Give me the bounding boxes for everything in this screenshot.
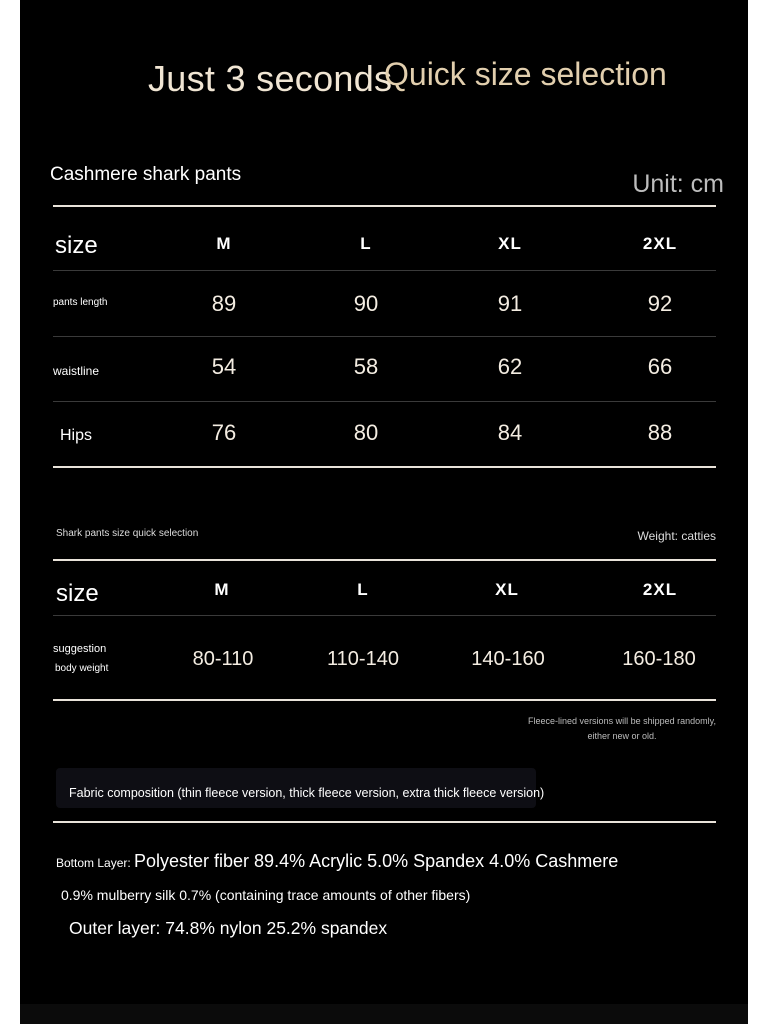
table1-size-l: L (360, 234, 372, 253)
table2-size-l: L (357, 580, 369, 599)
table1-cell: 91 (497, 291, 523, 316)
table1-cell: 62 (497, 354, 523, 379)
table2-row-label-line2: body weight (55, 663, 109, 674)
bottom-layer-label: Bottom Layer: (56, 856, 131, 870)
table1-cell: 58 (353, 354, 379, 379)
table1-row-label: Hips (60, 427, 93, 444)
shipping-note (512, 714, 732, 744)
table2-cell: 110-140 (327, 648, 399, 670)
table1-size-label: size (55, 232, 98, 259)
table1-row-label: waistline (53, 364, 100, 378)
table1-unit: Unit: cm (632, 170, 724, 198)
table1-size-2xl: 2XL (642, 234, 678, 253)
page-title: Just 3 seconds (148, 58, 393, 99)
bottom-layer-continued: 0.9% mulberry silk 0.7% (containing trace amounts of other fibers) (61, 887, 471, 903)
table1-row-label: pants length (53, 297, 108, 308)
table2-size-2xl: 2XL (642, 580, 678, 599)
table1-size-m: M (216, 234, 232, 253)
table2-cell: 80-110 (192, 648, 254, 670)
table2-title: Shark pants size quick selection (56, 528, 199, 539)
table1-row-divider (53, 336, 716, 337)
shipping-note-line2: either new or old. (587, 731, 657, 741)
table1-row-divider (53, 270, 716, 271)
shipping-note-line1: Fleece-lined versions will be shipped randomly, (528, 716, 716, 726)
table2-unit: Weight: catties (637, 529, 716, 543)
table1-cell: 54 (211, 354, 237, 379)
fabric-title: Fabric composition (thin fleece version, thick fleece version, extra thick fleece version) (69, 786, 545, 800)
table1-cell: 90 (353, 291, 379, 316)
table2-top-rule (53, 559, 716, 561)
fabric-rule (53, 821, 716, 823)
bottom-layer-text: Polyester fiber 89.4% Acrylic 5.0% Spandex 4.0% Cashmere (134, 851, 619, 871)
table1-size-xl: XL (498, 234, 522, 253)
size-chart-panel (20, 0, 748, 1024)
table2-row-divider (53, 615, 716, 616)
table1-cell: 84 (497, 420, 523, 445)
table2-row-label-line1: suggestion (53, 643, 107, 655)
table1-cell: 88 (647, 420, 673, 445)
table1-row-divider (53, 401, 716, 402)
table2-bottom-rule (53, 699, 716, 701)
table1-cell: 89 (211, 291, 237, 316)
panel-footer (20, 1004, 748, 1024)
product-name: Cashmere shark pants (50, 164, 242, 185)
table1-cell: 80 (353, 420, 379, 445)
outer-layer-text: Outer layer: 74.8% nylon 25.2% spandex (69, 918, 388, 938)
table2-cell: 160-180 (622, 648, 696, 670)
table1-cell: 66 (647, 354, 673, 379)
page-subtitle: Quick size selection (384, 56, 667, 92)
table1-cell: 92 (647, 291, 673, 316)
table1-top-rule (53, 205, 716, 207)
table2-size-m: M (214, 580, 230, 599)
table2-cell: 140-160 (471, 648, 545, 670)
table2-size-xl: XL (495, 580, 519, 599)
table1-cell: 76 (211, 420, 237, 445)
table1-bottom-rule (53, 466, 716, 468)
table2-size-label: size (56, 580, 99, 607)
